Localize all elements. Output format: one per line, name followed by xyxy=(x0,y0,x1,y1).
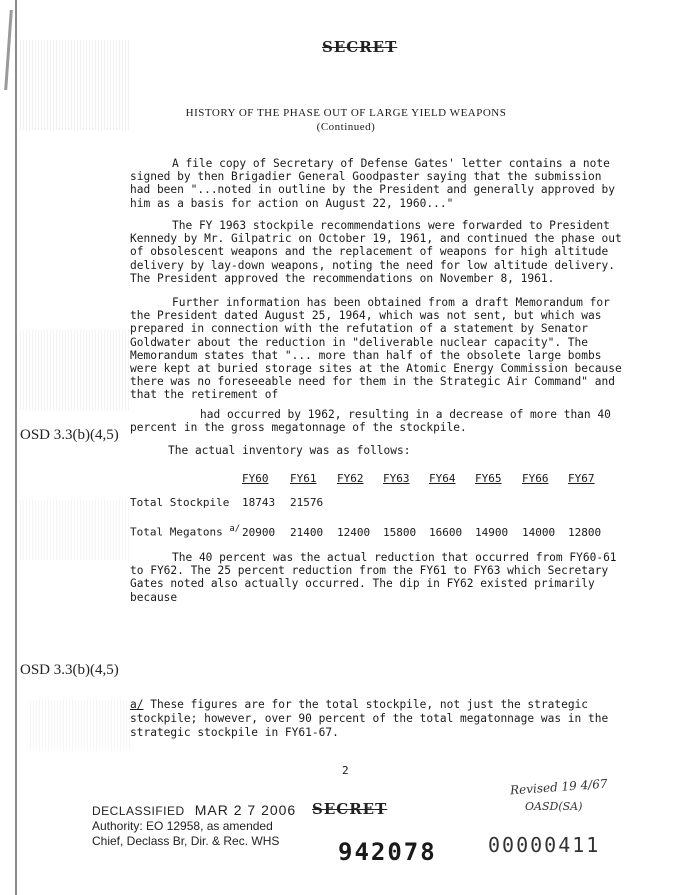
handwritten-revised-note: Revised 19 4/67 xyxy=(509,776,608,798)
declass-line-1 xyxy=(92,803,296,819)
table-header-fy60: FY60 xyxy=(242,472,269,485)
scan-noise xyxy=(20,330,130,410)
table-cell: 12800 xyxy=(568,526,602,539)
table-cell: 21576 xyxy=(290,496,324,509)
table-header-fy67: FY67 xyxy=(568,472,595,485)
scan-noise xyxy=(30,700,130,750)
row-label-total-megatons xyxy=(130,524,240,539)
table-cell: 20900 xyxy=(242,526,276,539)
row-label-text: Total Megatons xyxy=(130,525,223,539)
table-cell: 16600 xyxy=(429,526,463,539)
table-cell: 15800 xyxy=(383,526,417,539)
paragraph-3: Further information has been obtained from a draft Memorandum for the President dated August 25, 1964, which was not sent, but which was prepared in connection with the refutation of a statement by Senator Goldwater about the reduction in "deliverable nuclear capacity". The Memorandum states that "... more than half of the obsolete large bombs were kept at buried storage sites at the Atomic Energy Commission because there was no foreseeable need for them in the Strategic Air Command" and that the retirement of xyxy=(130,296,622,402)
paragraph-after-table: The 40 percent was the actual reduction that occurred from FY60-61 to FY62. The 25 percent reduction from the FY61 to FY63 which Secretary Gates noted also actually occurred. The dip in FY62 existed primarily because xyxy=(130,551,617,604)
footnote xyxy=(130,698,620,740)
paragraph-3-continued: had occurred by 1962, resulting in a decrease of more than 40 percent in the gross megatonnage of the stockpile. xyxy=(130,408,611,435)
scan-noise xyxy=(20,500,130,560)
row-label-total-stockpile: Total Stockpile xyxy=(130,496,230,509)
handwritten-office-note: OASD(SA) xyxy=(525,800,583,813)
table-header-fy64: FY64 xyxy=(429,472,456,485)
declass-authority: Authority: EO 12958, as amended xyxy=(92,819,273,833)
document-title: HISTORY OF THE PHASE OUT OF LARGE YIELD WEAPONS xyxy=(185,107,507,119)
inventory-table xyxy=(130,472,620,542)
redaction-mark-1: OSD 3.3(b)(4,5) xyxy=(20,427,119,443)
footnote-marker: a/ xyxy=(130,698,144,711)
page-number: 2 xyxy=(342,764,349,777)
declass-date: MAR 2 7 2006 xyxy=(194,802,297,818)
paragraph-1: A file copy of Secretary of Defense Gates' letter contains a note signed by then Brigadier General Goodpaster saying that the submission had been "...noted in outline by the President and generally approved by him as a basis for action on August 22, 1960..." xyxy=(130,157,615,210)
page-edge-line xyxy=(15,0,17,895)
table-cell: 14900 xyxy=(475,526,509,539)
table-header-fy62: FY62 xyxy=(337,472,364,485)
table-cell: 12400 xyxy=(337,526,371,539)
classification-stamp-top: SECRET xyxy=(322,38,398,56)
classification-stamp-bottom: SECRET xyxy=(312,800,388,818)
table-cell: 18743 xyxy=(242,496,276,509)
declass-chief: Chief, Declass Br, Dir. & Rec. WHS xyxy=(92,834,280,848)
declass-label: DECLASSIFIED xyxy=(92,804,185,818)
redaction-mark-2: OSD 3.3(b)(4,5) xyxy=(20,662,119,678)
footnote-ref: a/ xyxy=(229,524,241,534)
page-edge-mark xyxy=(4,10,13,90)
document-subtitle: (Continued) xyxy=(316,121,376,133)
table-header-fy61: FY61 xyxy=(290,472,317,485)
inventory-intro: The actual inventory was as follows: xyxy=(168,444,411,457)
table-cell: 14000 xyxy=(522,526,556,539)
footnote-text: These figures are for the total stockpile, not just the strategic stockpile; however, over 90 percent of the total megatonnage was in the strategic stockpile in FY61-67. xyxy=(130,698,609,739)
document-number: 942078 xyxy=(338,838,437,866)
table-header-fy63: FY63 xyxy=(383,472,410,485)
declassification-stamp xyxy=(92,803,296,849)
reference-number: 00000411 xyxy=(488,833,601,857)
table-header-fy65: FY65 xyxy=(475,472,502,485)
paragraph-2: The FY 1963 stockpile recommendations were forwarded to President Kennedy by Mr. Gilpatric on October 19, 1961, and continued the phase out of obsolescent weapons and the replacement of weapons for high altitude delivery by lay-down weapons, noting the need for low altitude delivery. The President approved the recommendations on November 8, 1961. xyxy=(130,219,622,285)
table-header-fy66: FY66 xyxy=(522,472,549,485)
table-cell: 21400 xyxy=(290,526,324,539)
